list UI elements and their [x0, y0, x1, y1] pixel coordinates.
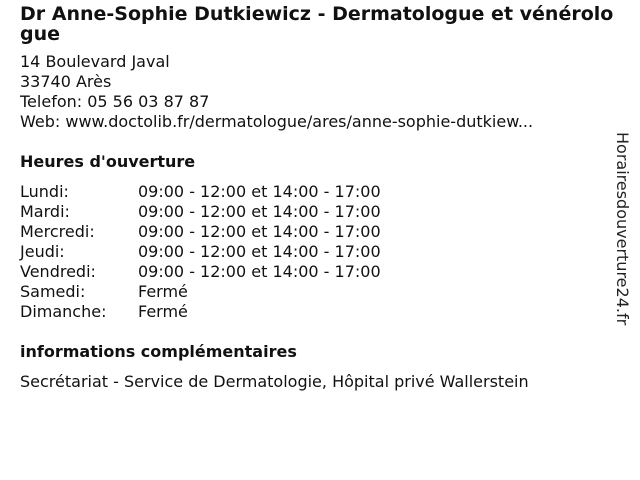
hours-row-sunday: [20, 302, 616, 322]
business-card: [20, 4, 616, 392]
street-address: 14 Boulevard Javal: [20, 52, 170, 71]
time-range: 09:00 - 12:00 et 14:00 - 17:00: [138, 222, 381, 241]
day-label: Vendredi:: [20, 262, 96, 281]
day-label: Mercredi:: [20, 222, 95, 241]
opening-hours-table: [20, 182, 616, 322]
hours-row-thursday: [20, 242, 616, 262]
day-label: Samedi:: [20, 282, 86, 301]
hours-row-tuesday: [20, 202, 616, 222]
hours-row-friday: [20, 262, 616, 282]
hours-row-wednesday: [20, 222, 616, 242]
time-range: 09:00 - 12:00 et 14:00 - 17:00: [138, 242, 381, 261]
phone-number[interactable]: Telefon: 05 56 03 87 87: [20, 92, 210, 111]
city-postal: 33740 Arès: [20, 72, 112, 91]
address-block: [20, 52, 616, 132]
site-watermark: Horairesdouverture24.fr: [613, 132, 632, 326]
hours-row-saturday: [20, 282, 616, 302]
hours-heading: Heures d'ouverture: [20, 152, 196, 171]
day-label: Mardi:: [20, 202, 70, 221]
day-label: Jeudi:: [20, 242, 65, 261]
time-range: 09:00 - 12:00 et 14:00 - 17:00: [138, 182, 381, 201]
time-range: 09:00 - 12:00 et 14:00 - 17:00: [138, 202, 381, 221]
website-link[interactable]: Web: www.doctolib.fr/dermatologue/ares/anne-sophie-dutkiew...: [20, 112, 534, 131]
info-heading: informations complémentaires: [20, 342, 297, 361]
day-label: Lundi:: [20, 182, 69, 201]
page-title: Dr Anne-Sophie Dutkiewicz - Dermatologue et vénérologue: [20, 3, 614, 45]
day-label: Dimanche:: [20, 302, 107, 321]
info-text: Secrétariat - Service de Dermatologie, Hôpital privé Wallerstein: [20, 372, 529, 391]
time-range: 09:00 - 12:00 et 14:00 - 17:00: [138, 262, 381, 281]
hours-row-monday: [20, 182, 616, 202]
time-range: Fermé: [138, 282, 188, 301]
time-range: Fermé: [138, 302, 188, 321]
